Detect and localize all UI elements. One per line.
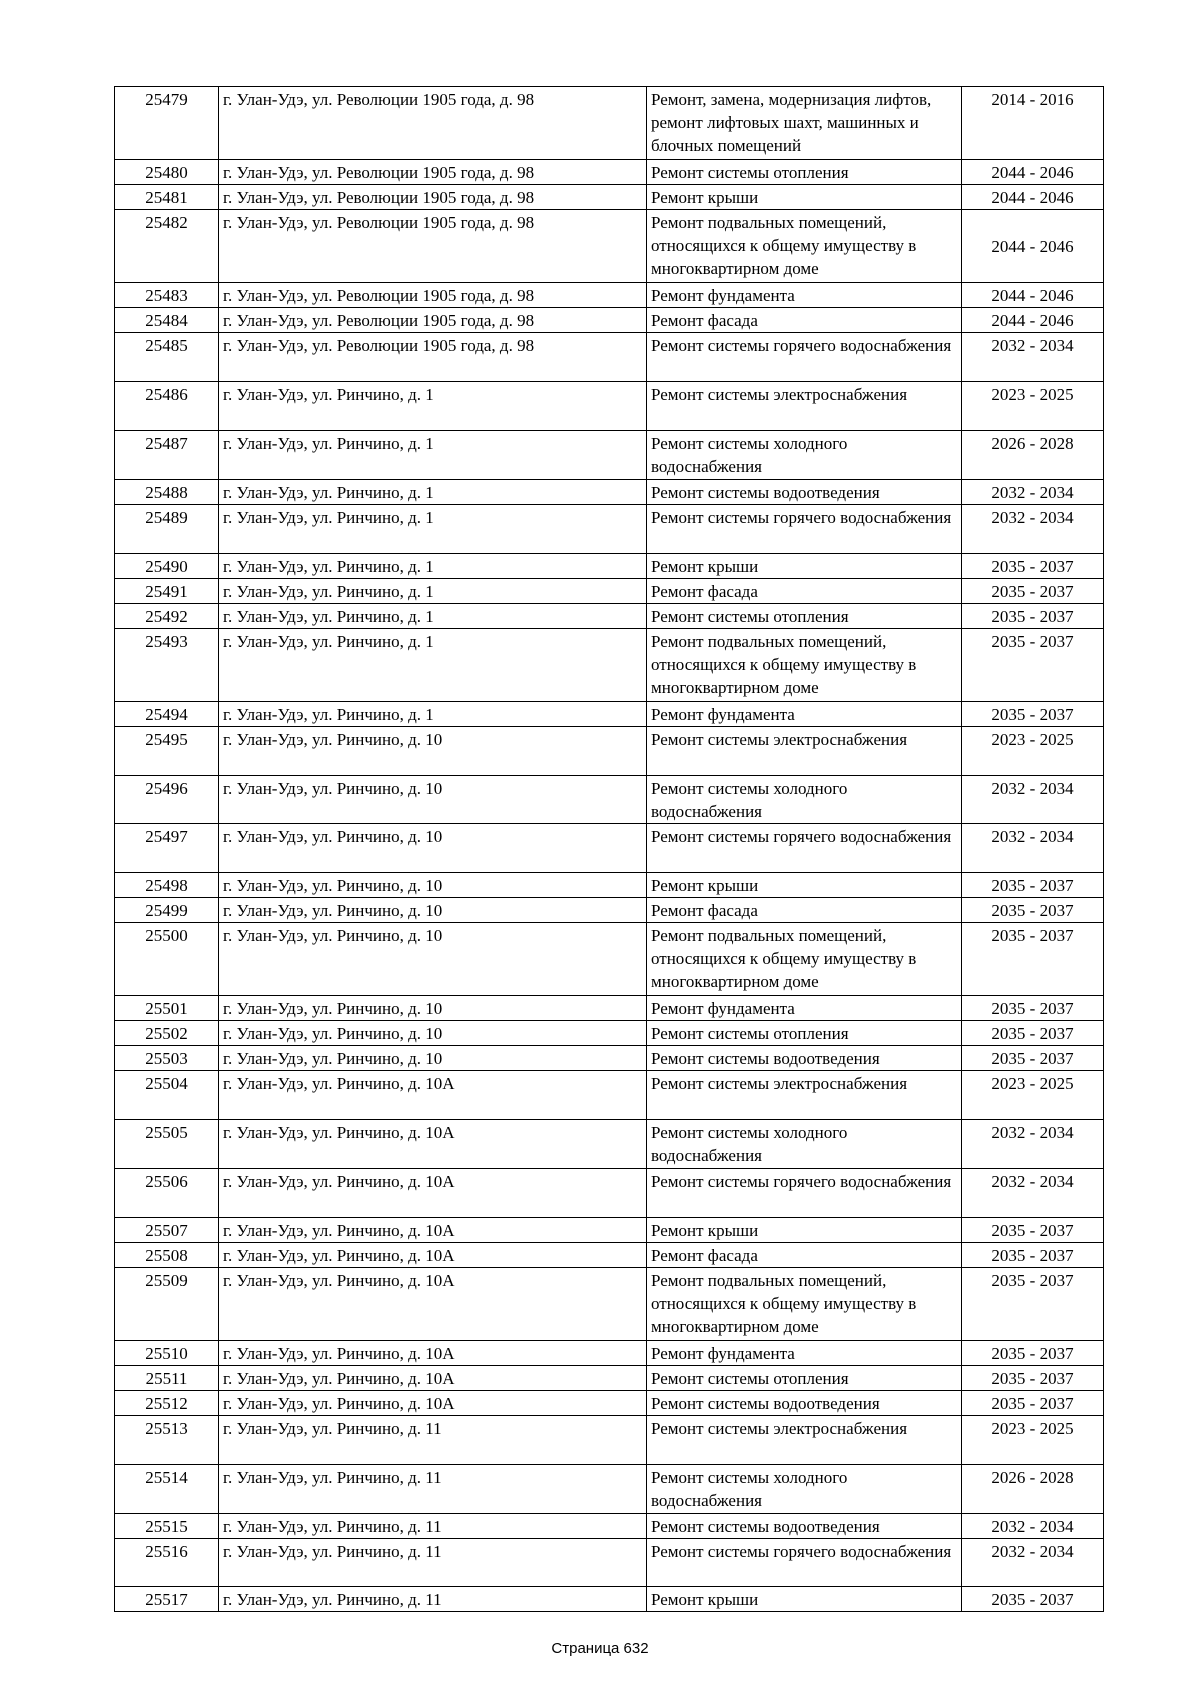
row-years: 2035 - 2037: [962, 701, 1104, 726]
row-years: 2035 - 2037: [962, 1267, 1104, 1340]
row-years: 2032 - 2034: [962, 1538, 1104, 1587]
row-address: г. Улан-Удэ, ул. Ринчино, д. 11: [219, 1587, 647, 1612]
row-years: 2032 - 2034: [962, 1120, 1104, 1169]
table-row: [115, 1513, 1104, 1538]
row-years: 2044 - 2046: [962, 185, 1104, 210]
row-years: 2035 - 2037: [962, 1217, 1104, 1242]
row-number: 25485: [115, 333, 219, 382]
row-years: 2032 - 2034: [962, 1513, 1104, 1538]
row-address: г. Улан-Удэ, ул. Ринчино, д. 1: [219, 628, 647, 701]
row-work-type: Ремонт системы электроснабжения: [647, 726, 962, 775]
row-work-type: Ремонт системы холодного водоснабжения: [647, 1464, 962, 1513]
row-work-type: Ремонт фундамента: [647, 996, 962, 1021]
row-work-type: Ремонт системы водоотведения: [647, 1046, 962, 1071]
row-number: 25505: [115, 1120, 219, 1169]
row-address: г. Улан-Удэ, ул. Революции 1905 года, д. 98: [219, 210, 647, 283]
row-years: 2035 - 2037: [962, 923, 1104, 996]
table-row: [115, 923, 1104, 996]
row-number: 25483: [115, 283, 219, 308]
row-number: 25492: [115, 603, 219, 628]
row-work-type: Ремонт фундамента: [647, 283, 962, 308]
row-address: г. Улан-Удэ, ул. Ринчино, д. 10: [219, 873, 647, 898]
row-work-type: Ремонт системы водоотведения: [647, 479, 962, 504]
row-number: 25480: [115, 160, 219, 185]
row-number: 25494: [115, 701, 219, 726]
row-number: 25491: [115, 578, 219, 603]
row-work-type: Ремонт крыши: [647, 1217, 962, 1242]
row-address: г. Улан-Удэ, ул. Ринчино, д. 10: [219, 1046, 647, 1071]
row-years: 2035 - 2037: [962, 553, 1104, 578]
row-number: 25504: [115, 1071, 219, 1120]
row-years: 2035 - 2037: [962, 1046, 1104, 1071]
row-address: г. Улан-Удэ, ул. Ринчино, д. 11: [219, 1538, 647, 1587]
row-address: г. Улан-Удэ, ул. Ринчино, д. 10: [219, 898, 647, 923]
row-work-type: Ремонт системы водоотведения: [647, 1390, 962, 1415]
table-row: [115, 1242, 1104, 1267]
row-work-type: Ремонт фасада: [647, 898, 962, 923]
table-row: [115, 898, 1104, 923]
row-number: 25501: [115, 996, 219, 1021]
row-address: г. Улан-Удэ, ул. Ринчино, д. 1: [219, 479, 647, 504]
row-address: г. Улан-Удэ, ул. Ринчино, д. 1: [219, 504, 647, 553]
row-number: 25514: [115, 1464, 219, 1513]
row-years: 2035 - 2037: [962, 996, 1104, 1021]
row-address: г. Улан-Удэ, ул. Ринчино, д. 1: [219, 603, 647, 628]
row-number: 25479: [115, 87, 219, 160]
row-address: г. Улан-Удэ, ул. Ринчино, д. 10А: [219, 1340, 647, 1365]
row-address: г. Улан-Удэ, ул. Ринчино, д. 11: [219, 1415, 647, 1464]
row-work-type: Ремонт фасада: [647, 578, 962, 603]
table-row: [115, 1415, 1104, 1464]
row-years: 2035 - 2037: [962, 1340, 1104, 1365]
row-address: г. Улан-Удэ, ул. Революции 1905 года, д. 98: [219, 308, 647, 333]
row-years: 2044 - 2046: [962, 283, 1104, 308]
row-address: г. Улан-Удэ, ул. Ринчино, д. 10: [219, 824, 647, 873]
row-work-type: Ремонт подвальных помещений, относящихся к общему имуществу в многоквартирном доме: [647, 923, 962, 996]
row-address: г. Улан-Удэ, ул. Революции 1905 года, д. 98: [219, 87, 647, 160]
row-work-type: Ремонт крыши: [647, 1587, 962, 1612]
table-row: [115, 1365, 1104, 1390]
table-row: [115, 1217, 1104, 1242]
row-address: г. Улан-Удэ, ул. Революции 1905 года, д. 98: [219, 185, 647, 210]
row-work-type: Ремонт фундамента: [647, 1340, 962, 1365]
row-address: г. Улан-Удэ, ул. Ринчино, д. 10: [219, 923, 647, 996]
row-number: 25500: [115, 923, 219, 996]
row-address: г. Улан-Удэ, ул. Ринчино, д. 10А: [219, 1365, 647, 1390]
table-row: [115, 553, 1104, 578]
row-number: 25507: [115, 1217, 219, 1242]
table-row: [115, 726, 1104, 775]
row-years: 2032 - 2034: [962, 1168, 1104, 1217]
row-work-type: Ремонт системы электроснабжения: [647, 382, 962, 431]
table-row: [115, 1071, 1104, 1120]
table-row: [115, 873, 1104, 898]
row-work-type: Ремонт системы холодного водоснабжения: [647, 430, 962, 479]
table-row: [115, 283, 1104, 308]
row-number: 25513: [115, 1415, 219, 1464]
table-row: [115, 479, 1104, 504]
row-number: 25497: [115, 824, 219, 873]
row-years: 2035 - 2037: [962, 898, 1104, 923]
row-work-type: Ремонт системы горячего водоснабжения: [647, 333, 962, 382]
row-address: г. Улан-Удэ, ул. Ринчино, д. 10: [219, 726, 647, 775]
row-work-type: Ремонт системы отопления: [647, 1021, 962, 1046]
row-years: 2026 - 2028: [962, 430, 1104, 479]
row-work-type: Ремонт системы холодного водоснабжения: [647, 1120, 962, 1169]
row-number: 25493: [115, 628, 219, 701]
row-address: г. Улан-Удэ, ул. Ринчино, д. 1: [219, 553, 647, 578]
row-years: 2023 - 2025: [962, 1415, 1104, 1464]
row-work-type: Ремонт крыши: [647, 185, 962, 210]
row-number: 25502: [115, 1021, 219, 1046]
row-years: 2032 - 2034: [962, 824, 1104, 873]
table-row: [115, 1021, 1104, 1046]
page-number: Страница 632: [551, 1640, 649, 1657]
row-years: 2035 - 2037: [962, 1390, 1104, 1415]
table-row: [115, 603, 1104, 628]
row-work-type: Ремонт системы электроснабжения: [647, 1071, 962, 1120]
row-work-type: Ремонт фасада: [647, 308, 962, 333]
row-years: 2035 - 2037: [962, 603, 1104, 628]
table-row: [115, 701, 1104, 726]
table-row: [115, 210, 1104, 283]
row-years: 2035 - 2037: [962, 1021, 1104, 1046]
row-work-type: Ремонт системы горячего водоснабжения: [647, 1168, 962, 1217]
row-work-type: Ремонт, замена, модернизация лифтов, ремонт лифтовых шахт, машинных и блочных помещений: [647, 87, 962, 160]
table-row: [115, 824, 1104, 873]
repair-schedule-table: [114, 86, 1104, 1612]
row-work-type: Ремонт системы холодного водоснабжения: [647, 775, 962, 824]
row-number: 25488: [115, 479, 219, 504]
row-work-type: Ремонт системы горячего водоснабжения: [647, 1538, 962, 1587]
table-row: [115, 628, 1104, 701]
table-row: [115, 333, 1104, 382]
row-number: 25511: [115, 1365, 219, 1390]
row-years: 2023 - 2025: [962, 726, 1104, 775]
row-address: г. Улан-Удэ, ул. Ринчино, д. 10А: [219, 1168, 647, 1217]
table-row: [115, 1168, 1104, 1217]
row-address: г. Улан-Удэ, ул. Революции 1905 года, д. 98: [219, 160, 647, 185]
row-address: г. Улан-Удэ, ул. Ринчино, д. 11: [219, 1513, 647, 1538]
row-address: г. Улан-Удэ, ул. Ринчино, д. 1: [219, 701, 647, 726]
row-number: 25482: [115, 210, 219, 283]
row-years: 2035 - 2037: [962, 578, 1104, 603]
row-address: г. Улан-Удэ, ул. Ринчино, д. 11: [219, 1464, 647, 1513]
table-row: [115, 1120, 1104, 1169]
table-row: [115, 996, 1104, 1021]
row-number: 25487: [115, 430, 219, 479]
table-row: [115, 308, 1104, 333]
row-work-type: Ремонт крыши: [647, 553, 962, 578]
row-work-type: Ремонт подвальных помещений, относящихся к общему имуществу в многоквартирном доме: [647, 210, 962, 283]
row-work-type: Ремонт системы электроснабжения: [647, 1415, 962, 1464]
table-row: [115, 1538, 1104, 1587]
row-work-type: Ремонт системы водоотведения: [647, 1513, 962, 1538]
row-address: г. Улан-Удэ, ул. Ринчино, д. 10А: [219, 1267, 647, 1340]
row-work-type: Ремонт подвальных помещений, относящихся к общему имуществу в многоквартирном доме: [647, 1267, 962, 1340]
table-row: [115, 578, 1104, 603]
table-body: [115, 87, 1104, 1612]
row-address: г. Улан-Удэ, ул. Ринчино, д. 10А: [219, 1071, 647, 1120]
row-address: г. Улан-Удэ, ул. Ринчино, д. 1: [219, 430, 647, 479]
row-work-type: Ремонт фасада: [647, 1242, 962, 1267]
row-address: г. Улан-Удэ, ул. Ринчино, д. 1: [219, 382, 647, 431]
row-number: 25490: [115, 553, 219, 578]
row-number: 25484: [115, 308, 219, 333]
row-work-type: Ремонт фундамента: [647, 701, 962, 726]
row-number: 25481: [115, 185, 219, 210]
table-row: [115, 1340, 1104, 1365]
row-number: 25510: [115, 1340, 219, 1365]
row-number: 25517: [115, 1587, 219, 1612]
row-number: 25498: [115, 873, 219, 898]
row-number: 25512: [115, 1390, 219, 1415]
row-address: г. Улан-Удэ, ул. Ринчино, д. 10А: [219, 1217, 647, 1242]
row-years: 2035 - 2037: [962, 1242, 1104, 1267]
row-address: г. Улан-Удэ, ул. Ринчино, д. 10А: [219, 1120, 647, 1169]
row-years: 2032 - 2034: [962, 333, 1104, 382]
row-years: 2023 - 2025: [962, 382, 1104, 431]
row-years: 2044 - 2046: [962, 308, 1104, 333]
row-number: 25516: [115, 1538, 219, 1587]
row-years: 2035 - 2037: [962, 1587, 1104, 1612]
row-number: 25509: [115, 1267, 219, 1340]
row-address: г. Улан-Удэ, ул. Революции 1905 года, д. 98: [219, 333, 647, 382]
row-years: 2035 - 2037: [962, 628, 1104, 701]
row-years: 2023 - 2025: [962, 1071, 1104, 1120]
row-work-type: Ремонт подвальных помещений, относящихся к общему имуществу в многоквартирном доме: [647, 628, 962, 701]
row-address: г. Улан-Удэ, ул. Ринчино, д. 10: [219, 996, 647, 1021]
table-row: [115, 1587, 1104, 1612]
row-number: 25489: [115, 504, 219, 553]
table-row: [115, 160, 1104, 185]
row-years: 2032 - 2034: [962, 504, 1104, 553]
row-years: 2044 - 2046: [962, 160, 1104, 185]
row-years: 2026 - 2028: [962, 1464, 1104, 1513]
table-row: [115, 1046, 1104, 1071]
row-years: 2044 - 2046: [962, 210, 1104, 283]
row-address: г. Улан-Удэ, ул. Революции 1905 года, д. 98: [219, 283, 647, 308]
row-address: г. Улан-Удэ, ул. Ринчино, д. 10: [219, 775, 647, 824]
row-number: 25499: [115, 898, 219, 923]
row-address: г. Улан-Удэ, ул. Ринчино, д. 1: [219, 578, 647, 603]
row-number: 25506: [115, 1168, 219, 1217]
row-number: 25508: [115, 1242, 219, 1267]
table-row: [115, 382, 1104, 431]
row-years: 2014 - 2016: [962, 87, 1104, 160]
row-number: 25503: [115, 1046, 219, 1071]
row-years: 2032 - 2034: [962, 775, 1104, 824]
row-address: г. Улан-Удэ, ул. Ринчино, д. 10А: [219, 1242, 647, 1267]
row-years: 2035 - 2037: [962, 1365, 1104, 1390]
row-work-type: Ремонт системы отопления: [647, 160, 962, 185]
row-number: 25495: [115, 726, 219, 775]
row-years: 2032 - 2034: [962, 479, 1104, 504]
row-work-type: Ремонт системы отопления: [647, 603, 962, 628]
row-address: г. Улан-Удэ, ул. Ринчино, д. 10: [219, 1021, 647, 1046]
row-years: 2035 - 2037: [962, 873, 1104, 898]
row-work-type: Ремонт системы горячего водоснабжения: [647, 504, 962, 553]
row-number: 25515: [115, 1513, 219, 1538]
table-row: [115, 1390, 1104, 1415]
table-row: [115, 1464, 1104, 1513]
row-work-type: Ремонт системы отопления: [647, 1365, 962, 1390]
table-row: [115, 430, 1104, 479]
table-row: [115, 1267, 1104, 1340]
row-number: 25486: [115, 382, 219, 431]
row-number: 25496: [115, 775, 219, 824]
table-row: [115, 775, 1104, 824]
table-row: [115, 87, 1104, 160]
table-row: [115, 185, 1104, 210]
table-row: [115, 504, 1104, 553]
row-address: г. Улан-Удэ, ул. Ринчино, д. 10А: [219, 1390, 647, 1415]
row-work-type: Ремонт системы горячего водоснабжения: [647, 824, 962, 873]
row-work-type: Ремонт крыши: [647, 873, 962, 898]
